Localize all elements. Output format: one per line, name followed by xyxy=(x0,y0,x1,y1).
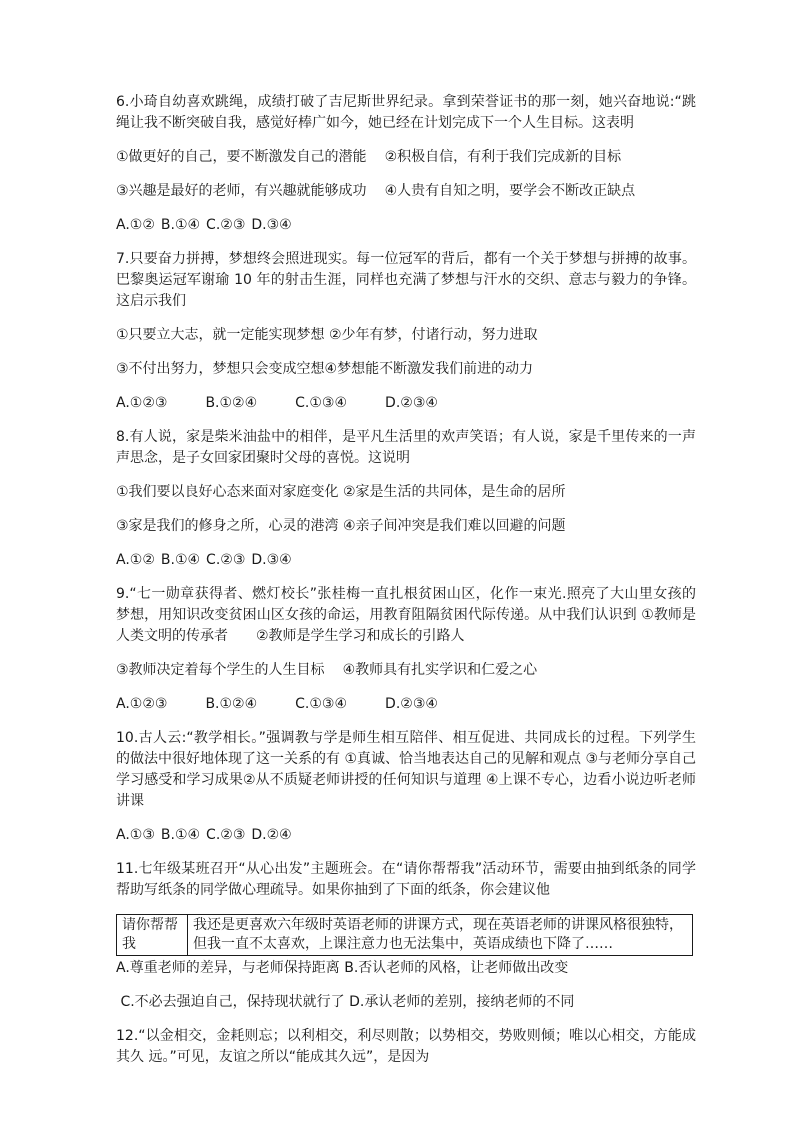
option-b[interactable]: B.①④ xyxy=(160,552,201,568)
question-stem: 12.“以金相交，金耗则忘；以利相交，利尽则散；以势相交，势败则倾；唯以心相交，方能成其久 远。”可见，友谊之所以“能成其久远”，是因为 xyxy=(116,1028,696,1065)
answer-option-line[interactable]: A.尊重老师的差异，与老师保持距离 B.否认老师的风格，让老师做出改变 xyxy=(116,960,569,976)
answer-options xyxy=(116,215,696,236)
statement: ①做更好的自己，要不断激发自己的潜能 xyxy=(116,149,367,165)
note-label: 请你帮帮我 xyxy=(117,915,188,956)
question-12 xyxy=(116,1026,696,1068)
option-c[interactable]: C.①③④ xyxy=(295,395,348,411)
note-table xyxy=(116,914,693,956)
option-a[interactable]: A.①②③ xyxy=(116,395,168,411)
option-b[interactable]: B.①②④ xyxy=(205,395,258,411)
statement: ②积极自信，有利于我们完成新的目标 xyxy=(384,149,622,165)
statement: ③教师决定着每个学生的人生目标 xyxy=(116,662,325,678)
option-d[interactable]: D.②③④ xyxy=(385,696,438,712)
question-9 xyxy=(116,584,696,715)
option-d[interactable]: D.③④ xyxy=(251,217,292,233)
statement-line xyxy=(116,181,696,202)
answer-options xyxy=(116,550,696,571)
question-11 xyxy=(116,859,696,1013)
option-a[interactable]: A.①② xyxy=(116,552,155,568)
answer-option-line[interactable]: C.不必去强迫自己，保持现状就行了 D.承认老师的差别，接纳老师的不同 xyxy=(116,994,575,1010)
note-text: 我还是更喜欢六年级时英语老师的讲课方式，现在英语老师的讲课风格很独特，但我一直不太喜欢，上课注意力也无法集中，英语成绩也下降了…… xyxy=(188,915,693,956)
question-stem: 9.“七一勋章获得者、燃灯校长”张桂梅一直扎根贫困山区，化作一束光.照亮了大山里女孩的 梦想，用知识改变贫困山区女孩的命运，用教育阻隔贫困代际传递。从中我们认识到 ①教师是人类文明的传承者 ②教师是学生学习和成长的引路人 xyxy=(116,586,696,644)
option-c[interactable]: C.②③ xyxy=(206,552,246,568)
question-stem: 11.七年级某班召开“从心出发”主题班会。在“请你帮帮我”活动环节，需要由抽到纸条的同学 帮助写纸条的同学做心理疏导。如果你抽到了下面的纸条，你会建议他 xyxy=(116,861,696,898)
statement-line: ③家是我们的修身之所，心灵的港湾 ④亲子间冲突是我们难以回避的问题 xyxy=(116,518,566,534)
question-6 xyxy=(116,92,696,236)
question-stem: 6.小琦自幼喜欢跳绳，成绩打破了吉尼斯世界纪录。拿到荣誉证书的那一刻，她兴奋地说:“跳 绳让我不断突破自我，感觉好棒广如今，她已经在计划完成下一个人生目标。这表明 xyxy=(116,94,696,131)
option-c[interactable]: C.②③ xyxy=(206,217,246,233)
statement: ③兴趣是最好的老师，有兴趣就能够成功 xyxy=(116,183,367,199)
option-d[interactable]: D.③④ xyxy=(251,552,292,568)
option-d[interactable]: D.②③④ xyxy=(385,395,438,411)
question-stem: 8.有人说，家是柴米油盐中的相伴，是平凡生活里的欢声笑语；有人说，家是千里传来的一声声思念，是子女回家团聚时父母的喜悦。这说明 xyxy=(116,429,696,466)
option-c[interactable]: C.①③④ xyxy=(295,696,348,712)
question-stem: 10.古人云:“教学相长。”强调教与学是师生相互陪伴、相互促进、共同成长的过程。下列学生的做法中很好地体现了这一关系的有 ①真诚、恰当地表达自己的见解和观点 ③与老师分享自己学习感受和学习成果②从不质疑老师讲授的任何知识与道理 ④上课不专心，边看小说边听老师讲课 xyxy=(116,730,696,809)
statement-line: ①只要立大志，就一定能实现梦想 ②少年有梦，付诸行动，努力进取 xyxy=(116,327,538,343)
answer-options xyxy=(116,393,696,414)
option-b[interactable]: B.①②④ xyxy=(205,696,258,712)
statement-line xyxy=(116,660,696,681)
question-7 xyxy=(116,249,696,414)
question-10 xyxy=(116,728,696,846)
statement-line: ①我们要以良好心态来面对家庭变化 ②家是生活的共同体，是生命的居所 xyxy=(116,484,566,500)
question-stem: 7.只要奋力拼搏，梦想终会照进现实。每一位冠军的背后，都有一个关于梦想与拼搏的故事。 巴黎奥运冠军谢瑜 10 年的射击生涯，同样也充满了梦想与汗水的交织、意志与毅力的争锋。 这启示我们 xyxy=(116,251,696,309)
option-a[interactable]: A.①②③ xyxy=(116,696,168,712)
option-b[interactable]: B.①④ xyxy=(160,217,201,233)
statement-line xyxy=(116,147,696,168)
option-c[interactable]: C.②③ xyxy=(206,827,246,843)
option-a[interactable]: A.①② xyxy=(116,217,155,233)
answer-options xyxy=(116,694,696,715)
answer-options xyxy=(116,825,696,846)
option-d[interactable]: D.②④ xyxy=(251,827,292,843)
option-b[interactable]: B.①④ xyxy=(160,827,201,843)
question-8 xyxy=(116,427,696,571)
statement: ④人贵有自知之明，要学会不断改正缺点 xyxy=(384,183,636,199)
statement-line: ③不付出努力，梦想只会变成空想④梦想能不断激发我们前进的动力 xyxy=(116,361,534,377)
statement: ④教师具有扎实学识和仁爱之心 xyxy=(342,662,538,678)
option-a[interactable]: A.①③ xyxy=(116,827,155,843)
exam-page xyxy=(116,92,696,1081)
